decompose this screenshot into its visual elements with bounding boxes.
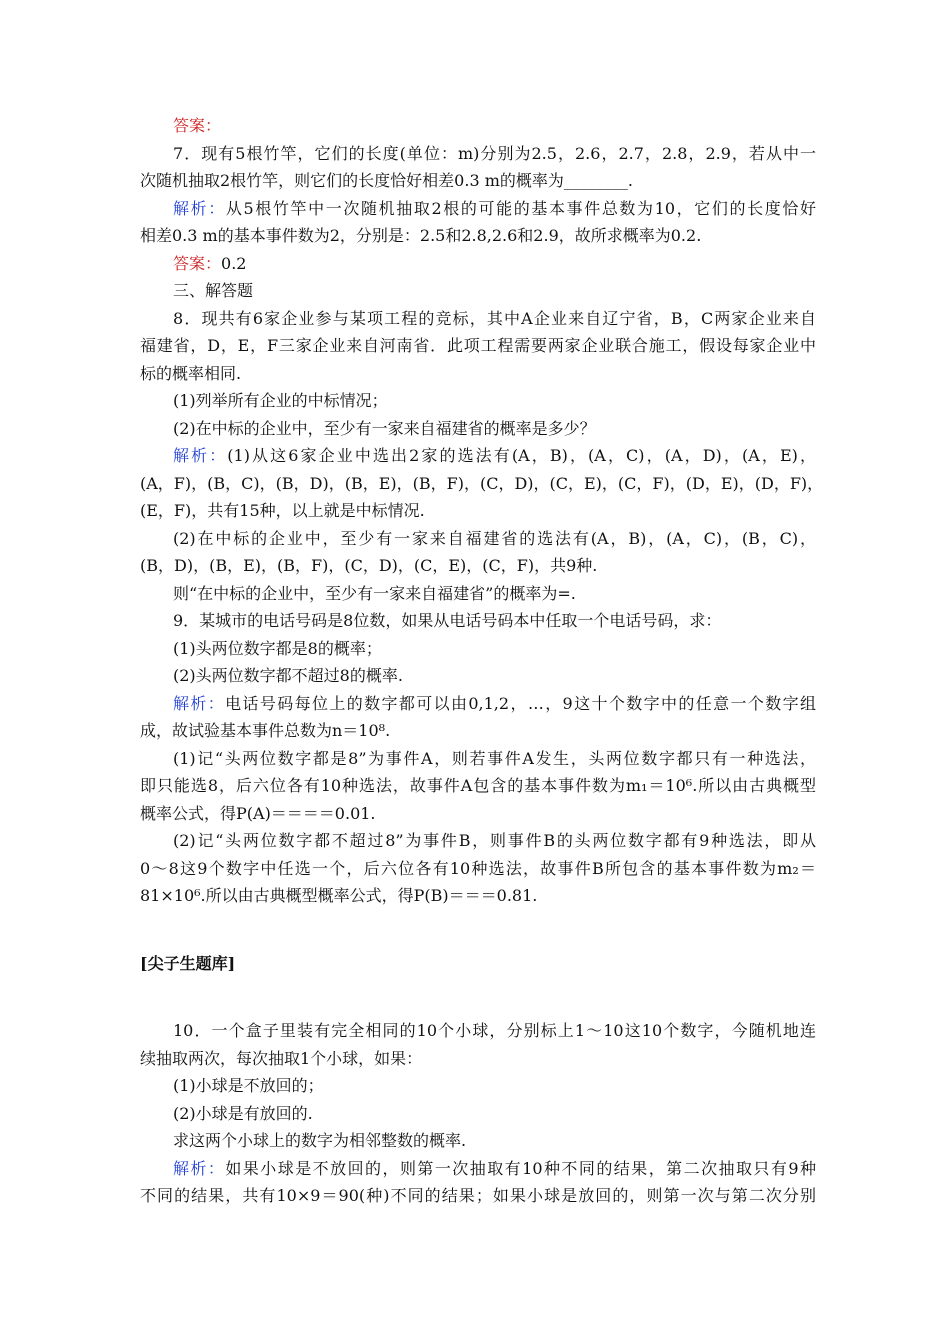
text-line <box>140 1045 816 1073</box>
solution-label: 解析： <box>173 693 226 713</box>
text-run: (B，D)，(B，E)，(B，F)，(C，D)，(C，E)，(C，F)，共9种. <box>140 556 598 575</box>
text-line <box>140 1072 816 1100</box>
text-line <box>140 222 816 250</box>
text-line <box>140 662 816 690</box>
text-line <box>140 1100 816 1128</box>
text-run: 10．一个盒子里装有完全相同的10个小球，分别标上1～10这10个数字，今随机地连 <box>173 1021 816 1040</box>
text-line <box>140 1155 816 1183</box>
text-run: (E，F)，共有15种，以上就是中标情况. <box>140 501 425 520</box>
text-run: (2)小球是有放回的. <box>173 1103 313 1123</box>
text-run: (1)记“头两位数字都是8”为事件A，则若事件A发生，头两位数字都只有一种选法， <box>173 748 816 768</box>
text-run: 求这两个小球上的数字为相邻整数的概率. <box>173 1131 467 1150</box>
text-line <box>140 415 816 443</box>
text-line <box>140 552 816 580</box>
text-run: 0.2 <box>221 253 247 273</box>
text-line <box>140 360 816 388</box>
text-run: 0～8这9个数字中任选一个，后六位各有10种选法，故事件B所包含的基本事件数为m₂＝ <box>140 858 816 878</box>
text-line <box>140 442 816 470</box>
text-run: 三、解答题 <box>173 281 254 300</box>
text-run: 则“在中标的企业中，至少有一家来自福建省”的概率为=. <box>173 583 576 603</box>
text-run: (2)记“头两位数字都不超过8”为事件B，则事件B的头两位数字都有9种选法，即从 <box>173 831 816 850</box>
text-run: 不同的结果，共有10×9＝90(种)不同的结果；如果小球是放回的，则第一次与第二次分别 <box>140 1186 816 1205</box>
text-line <box>140 277 816 305</box>
text-run: 福建省，D，E，F三家企业来自河南省．此项工程需要两家企业联合施工，假设每家企业中 <box>140 336 816 355</box>
text-run: (2)头两位数字都不超过8的概率. <box>173 666 403 685</box>
text-line <box>140 607 816 635</box>
text-line <box>140 772 816 800</box>
text-run: 电话号码每位上的数字都可以由0,1,2，…，9这十个数字中的任意一个数字组 <box>225 693 816 713</box>
text-run: [尖子生题库] <box>140 953 236 973</box>
text-run: 成，故试验基本事件总数为n＝10⁸. <box>140 721 391 740</box>
text-run: (1)列举所有企业的中标情况； <box>173 391 388 410</box>
solution-label: 解析： <box>173 1158 226 1178</box>
text-run: 概率公式，得P(A)＝＝＝＝0.01. <box>140 803 376 823</box>
text-run: 8．现共有6家企业参与某项工程的竞标，其中A企业来自辽宁省，B，C两家企业来自 <box>173 308 816 328</box>
section-heading <box>140 950 816 978</box>
text-line <box>140 800 816 828</box>
text-line <box>140 882 816 910</box>
text-line <box>140 690 816 718</box>
answer-label: 答案： <box>173 253 222 273</box>
text-run: (1)小球是不放回的； <box>173 1076 324 1095</box>
text-run: (1)从这6家企业中选出2家的选法有(A，B)，(A，C)，(A，D)，(A，E)， <box>227 446 816 465</box>
text-run: (A，F)，(B，C)，(B，D)，(B，E)，(B，F)，(C，D)，(C，E)，(C，F)，(D，E)，(D，F)， <box>140 473 824 493</box>
text-line <box>140 1017 816 1045</box>
text-line <box>140 525 816 553</box>
text-line <box>140 195 816 223</box>
text-line <box>140 470 824 498</box>
text-run: 续抽取两次，每次抽取1个小球，如果： <box>140 1048 423 1068</box>
solution-label: 解析： <box>173 198 226 218</box>
text-line <box>140 855 816 883</box>
text-run: (2)在中标的企业中，至少有一家来自福建省的概率是多少？ <box>173 418 596 438</box>
document-body <box>140 112 824 1210</box>
text-line <box>140 717 816 745</box>
text-line <box>140 140 816 168</box>
text-line <box>140 1182 816 1210</box>
text-line <box>140 305 816 333</box>
text-line <box>140 635 816 663</box>
text-line <box>140 580 816 608</box>
text-run: 从5根竹竿中一次随机抽取2根的可能的基本事件总数为10，它们的长度恰好 <box>225 198 816 218</box>
answer-label: 答案： <box>173 116 222 135</box>
text-run: (2)在中标的企业中，至少有一家来自福建省的选法有(A，B)，(A，C)，(B，C)， <box>173 528 816 548</box>
solution-label: 解析： <box>173 446 228 465</box>
text-line <box>140 250 816 278</box>
document-page <box>140 112 824 1210</box>
text-line <box>140 827 816 855</box>
text-line <box>140 497 816 525</box>
text-run: 如果小球是不放回的，则第一次抽取有10种不同的结果，第二次抽取只有9种 <box>225 1158 816 1178</box>
text-line <box>140 112 816 140</box>
text-run: 7．现有5根竹竿，它们的长度(单位：m)分别为2.5，2.6，2.7，2.8，2.9，若从中一 <box>173 143 816 163</box>
text-run: 9．某城市的电话号码是8位数，如果从电话号码本中任取一个电话号码，求： <box>173 611 722 630</box>
text-line <box>140 387 816 415</box>
text-line <box>140 167 816 195</box>
text-line <box>140 745 816 773</box>
text-run: (1)头两位数字都是8的概率； <box>173 638 382 658</box>
text-run: 相差0.3 m的基本事件数为2，分别是：2.5和2.8,2.6和2.9，故所求概率为0.2. <box>140 226 702 245</box>
text-run: 81×10⁶.所以由古典概型概率公式，得P(B)＝＝＝0.81. <box>140 886 538 905</box>
text-run: 次随机抽取2根竹竿，则它们的长度恰好相差0.3 m的概率为________. <box>140 171 633 190</box>
text-line <box>140 1127 816 1155</box>
text-run: 标的概率相同. <box>140 363 242 383</box>
text-line <box>140 332 816 360</box>
text-run: 即只能选8，后六位各有10种选法，故事件A包含的基本事件数为m₁＝10⁶.所以由古典概型 <box>140 776 816 795</box>
